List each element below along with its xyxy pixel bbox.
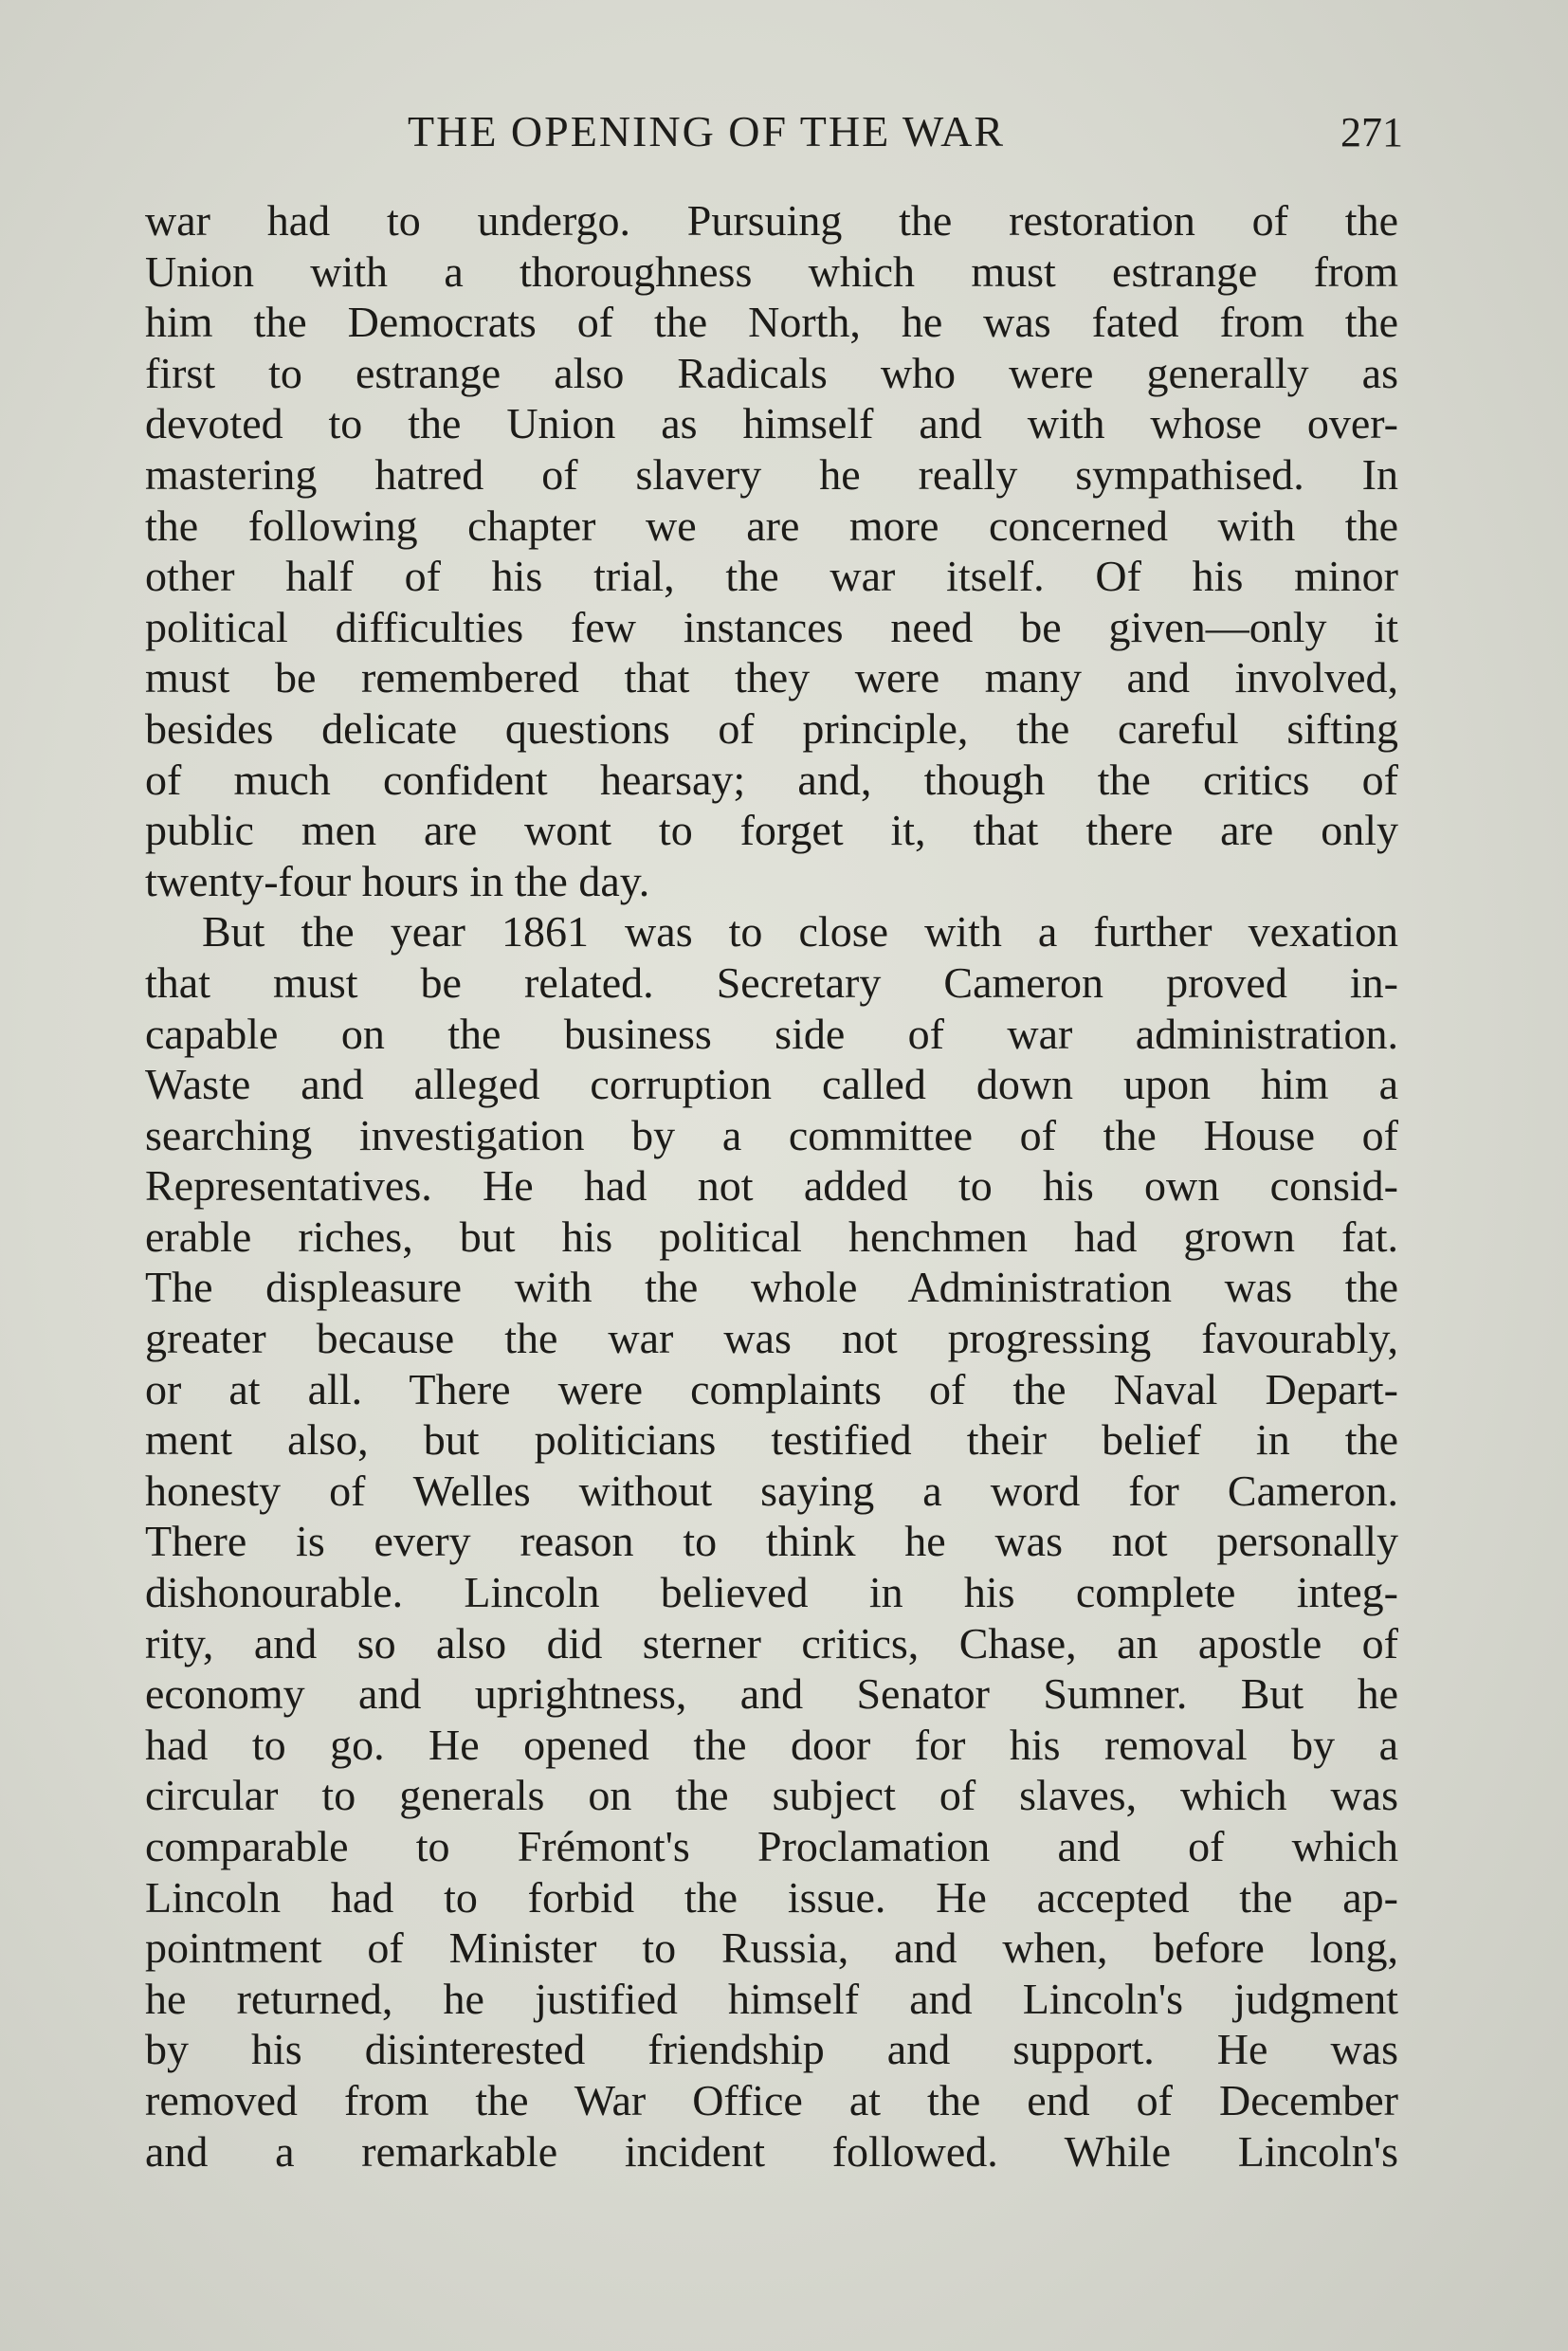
text-line: must be remembered that they were many and involved, — [145, 653, 1398, 702]
text-line: circular to generals on the subject of slaves, which was — [145, 1771, 1398, 1820]
text-line: first to estrange also Radicals who were generally as — [145, 348, 1398, 397]
text-line: him the Democrats of the North, he was fated from the — [145, 298, 1398, 347]
text-line: erable riches, but his political henchmen had grown fat. — [145, 1212, 1398, 1261]
text-line: Lincoln had to forbid the issue. He accepted the ap- — [145, 1872, 1398, 1922]
text-line: comparable to Frémont's Proclamation and of which — [145, 1822, 1398, 1870]
text-line: ment also, but politicians testified their belief in the — [145, 1415, 1398, 1465]
text-line: pointment of Minister to Russia, and when, before long, — [145, 1923, 1398, 1973]
body-text — [145, 195, 1398, 2177]
text-line: Representatives. He had not added to his own consid- — [145, 1161, 1398, 1211]
text-line: had to go. He opened the door for his removal by a — [145, 1720, 1398, 1769]
text-line: Union with a thoroughness which must estrange from — [145, 246, 1398, 296]
text-line: he returned, he justified himself and Lincoln's judgment — [145, 1974, 1398, 2023]
text-line: twenty-four hours in the day. — [145, 856, 650, 905]
text-line: capable on the business side of war administration. — [145, 1009, 1398, 1058]
text-line: But the year 1861 was to close with a further vexation — [202, 907, 1398, 957]
text-line: besides delicate questions of principle, the careful sifting — [145, 703, 1398, 753]
text-line: and a remarkable incident followed. While Lincoln's — [145, 2126, 1398, 2176]
text-line: or at all. There were complaints of the Naval Depart- — [145, 1364, 1398, 1413]
text-line: honesty of Welles without saying a word for Cameron. — [145, 1466, 1398, 1515]
running-head: THE OPENING OF THE WAR — [408, 107, 1006, 155]
text-line: that must be related. Secretary Cameron proved in- — [145, 957, 1398, 1007]
text-line: removed from the War Office at the end of December — [145, 2075, 1398, 2124]
text-line: of much confident hearsay; and, though the critics of — [145, 755, 1398, 804]
page-header — [142, 106, 1403, 163]
text-line: rity, and so also did sterner critics, Chase, an apostle of — [145, 1618, 1398, 1668]
text-line: dishonourable. Lincoln believed in his complete integ- — [145, 1568, 1398, 1617]
text-line: searching investigation by a committee of the House of — [145, 1110, 1398, 1159]
text-line: other half of his trial, the war itself. Of his minor — [145, 552, 1398, 601]
text-line: by his disinterested friendship and support. He was — [145, 2025, 1398, 2074]
text-line: the following chapter we are more concerned with the — [145, 501, 1398, 550]
text-line: mastering hatred of slavery he really sympathised. In — [145, 449, 1398, 499]
text-line: political difficulties few instances need be given—only it — [145, 602, 1398, 651]
text-line: Waste and alleged corruption called down upon him a — [145, 1060, 1398, 1109]
text-line: economy and uprightness, and Senator Sumner. But he — [145, 1669, 1398, 1719]
text-line: There is every reason to think he was not personally — [145, 1517, 1398, 1566]
text-line: devoted to the Union as himself and with whose over- — [145, 399, 1398, 448]
text-line: war had to undergo. Pursuing the restoration of the — [145, 196, 1398, 245]
text-line: The displeasure with the whole Administration was the — [145, 1263, 1398, 1312]
text-line: greater because the war was not progressing favourably, — [145, 1314, 1398, 1363]
text-line: public men are wont to forget it, that there are only — [145, 806, 1398, 855]
page-number: 271 — [1340, 109, 1403, 155]
